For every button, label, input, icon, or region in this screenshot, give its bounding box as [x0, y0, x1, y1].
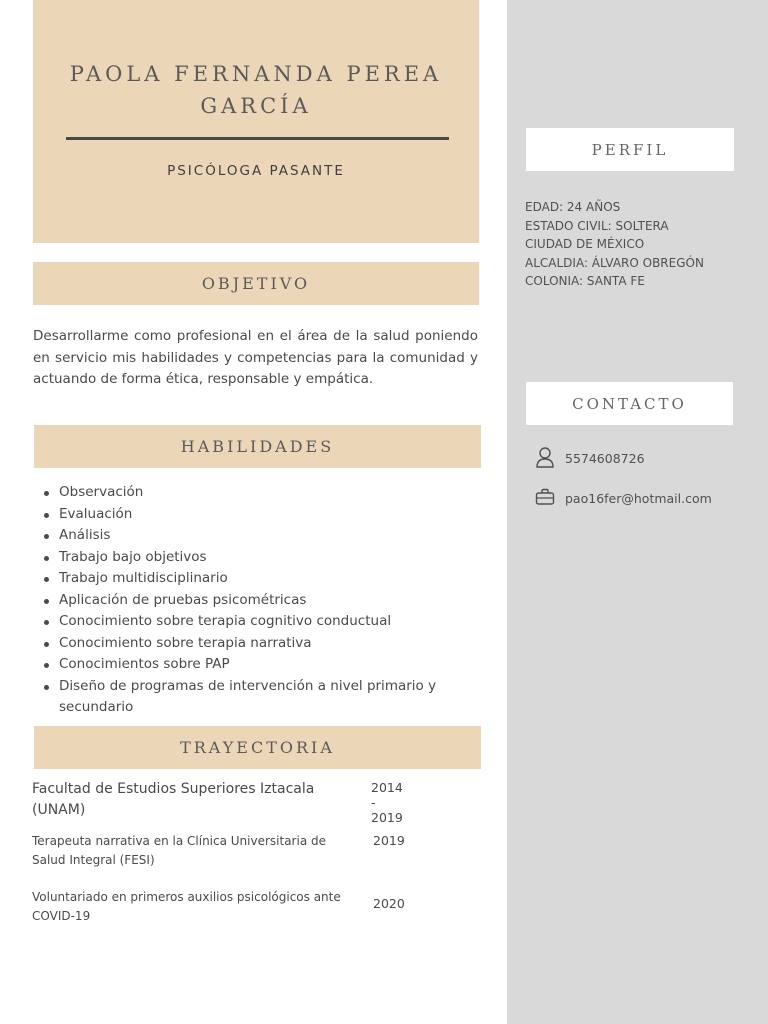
bullet-icon [44, 620, 49, 625]
skill-label: Evaluación [59, 505, 133, 522]
profile-neighborhood: COLONIA: SANTA FE [525, 274, 645, 288]
trajectory-place: Facultad de Estudios Superiores Iztacala (UNAM) [32, 781, 315, 818]
bullet-icon [44, 685, 49, 690]
list-item [39, 547, 479, 569]
contact-phone-row [535, 446, 645, 471]
profile-age: EDAD: 24 AÑOS [525, 200, 621, 214]
skill-label: Aplicación de pruebas psicométricas [59, 591, 307, 608]
bullet-icon [44, 642, 49, 647]
profile-city: CIUDAD DE MÉXICO [525, 237, 645, 251]
skills-list [39, 482, 479, 719]
bullet-icon [44, 577, 49, 582]
name-divider [66, 137, 449, 140]
trajectory-years: 2020 [373, 896, 405, 911]
trajectory-heading: TRAYECTORIA [34, 726, 481, 769]
objective-heading: OBJETIVO [33, 262, 479, 305]
list-item [39, 504, 479, 526]
skill-label: Trabajo multidisciplinario [59, 570, 228, 586]
profile-marital-status: ESTADO CIVIL: SOLTERA [525, 218, 669, 233]
candidate-name [33, 58, 479, 122]
skill-label: Conocimiento sobre terapia narrativa [59, 634, 312, 651]
bullet-icon [44, 556, 49, 561]
skills-heading: HABILIDADES [34, 425, 481, 468]
profile-borough: ALCALDIA: ÁLVARO OBREGÓN [525, 255, 704, 270]
list-item [39, 633, 479, 655]
name-line-1: PAOLA FERNANDA PEREA [69, 62, 443, 86]
name-line-2: GARCÍA [200, 94, 312, 118]
trajectory-years: 2019 [373, 833, 405, 848]
user-icon [535, 446, 565, 471]
objective-text: Desarrollarme como profesional en el área de la salud poniendo en servicio mis habilidades y competencias para la comunidad y actuando de forma ética, responsable y empática. [33, 328, 478, 387]
skill-label: Conocimientos sobre PAP [59, 656, 230, 672]
header-block [33, 0, 479, 243]
trajectory-place: Terapeuta narrativa en la Clínica Universitaria de Salud Integral (FESI) [32, 834, 326, 867]
job-title: PSICÓLOGA PASANTE [167, 163, 345, 179]
contact-heading: CONTACTO [526, 382, 733, 425]
bullet-icon [44, 491, 49, 496]
bullet-icon [44, 513, 49, 518]
bullet-icon [44, 534, 49, 539]
skill-label: Diseño de programas de intervención a nivel primario y secundario [59, 677, 437, 715]
skill-label: Conocimiento sobre terapia cognitivo conductual [59, 613, 392, 629]
skill-label: Trabajo bajo objetivos [59, 548, 207, 565]
list-item [39, 611, 479, 633]
contact-email-row [535, 488, 712, 509]
skill-label: Análisis [59, 527, 111, 543]
profile-heading: PERFIL [526, 128, 734, 171]
list-item [39, 590, 479, 612]
bullet-icon [44, 599, 49, 604]
contact-email[interactable]: pao16fer@hotmail.com [565, 491, 712, 506]
skill-label: Observación [59, 484, 144, 500]
bullet-icon [44, 663, 49, 668]
profile-details [525, 198, 760, 291]
briefcase-icon [535, 488, 565, 509]
trajectory-place: Voluntariado en primeros auxilios psicológicos ante COVID-19 [32, 890, 341, 923]
list-item [39, 568, 479, 590]
list-item [39, 525, 479, 547]
list-item [39, 676, 464, 719]
trajectory-years: 2014 - 2019 [371, 780, 403, 825]
contact-phone[interactable]: 5574608726 [565, 451, 645, 466]
list-item [39, 482, 479, 504]
list-item [39, 654, 479, 676]
